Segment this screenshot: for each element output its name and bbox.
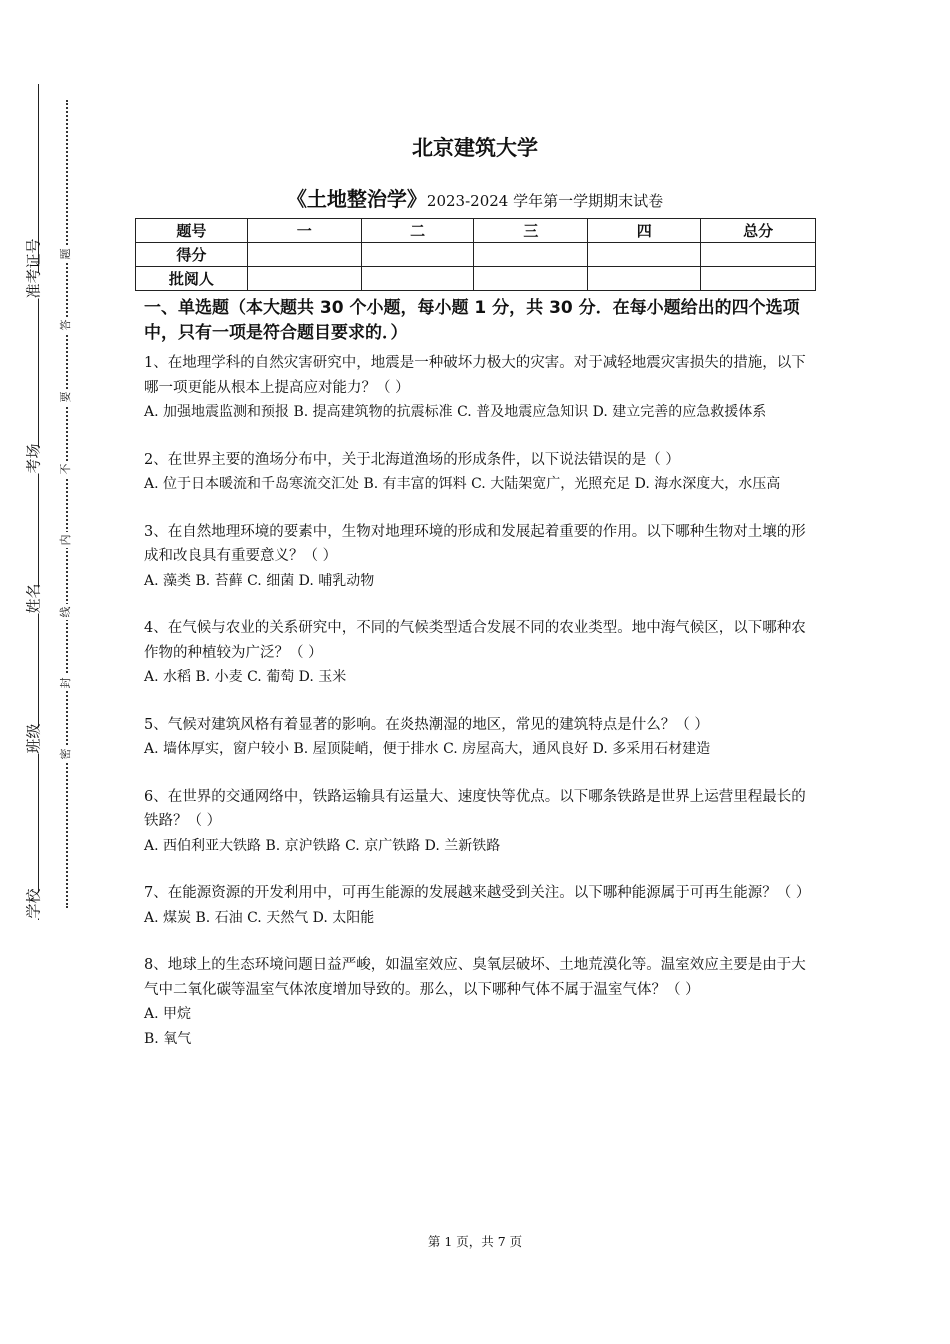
- score-row: [136, 243, 816, 267]
- question-option-a: A. 甲烷: [144, 1006, 192, 1022]
- seal-char: 密: [59, 746, 73, 762]
- reviewer-cell: [361, 267, 474, 291]
- score-cell: [247, 243, 361, 267]
- binding-field-name: 姓名: [24, 583, 43, 614]
- seal-char: 不: [59, 461, 73, 477]
- seal-char: 内: [59, 532, 73, 548]
- binding-field-class: 班级: [24, 723, 43, 754]
- question: [144, 953, 812, 1051]
- seal-char: 要: [59, 389, 73, 405]
- page-number: 第 1 页，共 7 页: [427, 1234, 523, 1249]
- binding-field-school: 学校: [24, 888, 43, 919]
- reviewer-cell: [474, 267, 588, 291]
- reviewer-cell: [588, 267, 701, 291]
- binding-field-exam-room: 考场: [24, 443, 43, 474]
- exam-content: [144, 296, 812, 1074]
- question-stem: 6、在世界的交通网络中，铁路运输具有运量大、速度快等优点。以下哪条铁路是世界上运营里程最长的铁路？（ ）: [144, 788, 806, 829]
- question: [144, 351, 812, 425]
- row-label: 得分: [136, 243, 248, 267]
- question-stem: 4、在气候与农业的关系研究中，不同的气候类型适合发展不同的农业类型。地中海气候区，以下哪种农作物的种植较为广泛？（ ）: [144, 620, 806, 661]
- exam-subtitle: [0, 183, 950, 212]
- question-option-b: B. 氧气: [144, 1030, 192, 1047]
- reviewer-row: [136, 267, 816, 291]
- university-title: 北京建筑大学: [412, 136, 538, 160]
- question-stem: 1、在地理学科的自然灾害研究中，地震是一种破坏力极大的灾害。对于减轻地震灾害损失的措施，以下哪一项更能从根本上提高应对能力？（ ）: [144, 355, 806, 396]
- question: [144, 520, 812, 594]
- seal-char: 封: [59, 675, 73, 691]
- score-table: [135, 218, 816, 291]
- question-stem: 7、在能源资源的开发利用中，可再生能源的发展越来越受到关注。以下哪种能源属于可再生能源？（ ）: [144, 885, 811, 901]
- score-table-header-row: [136, 219, 816, 243]
- score-cell: [588, 243, 701, 267]
- column-header: 题号: [136, 219, 248, 243]
- score-cell: [474, 243, 588, 267]
- course-name: 《土地整治学》: [286, 187, 427, 211]
- column-header: 总分: [701, 219, 816, 243]
- question: [144, 785, 812, 859]
- question: [144, 881, 812, 930]
- question-stem: 2、在世界主要的渔场分布中，关于北海道渔场的形成条件，以下说法错误的是（ ）: [144, 451, 680, 468]
- question-options: A. 加强地震监测和预报 B. 提高建筑物的抗震标准 C. 普及地震应急知识 D. 建立完善的应急救援体系: [144, 404, 767, 420]
- seal-dotted-line: [66, 100, 68, 908]
- question-stem: 8、地球上的生态环境问题日益严峻，如温室效应、臭氧层破坏、土地荒漠化等。温室效应主要是由于大气中二氧化碳等温室气体浓度增加导致的。那么，以下哪种气体不属于温室气体？（ ）: [144, 957, 806, 998]
- score-cell: [701, 243, 816, 267]
- exam-term: 2023-2024 学年第一学期期末试卷: [426, 192, 664, 210]
- column-header: 一: [247, 219, 361, 243]
- seal-char: 答: [59, 317, 73, 333]
- seal-char: 题: [59, 246, 73, 262]
- question: [144, 616, 812, 690]
- score-cell: [361, 243, 474, 267]
- question-options: A. 水稻 B. 小麦 C. 葡萄 D. 玉米: [144, 669, 347, 685]
- question-options: A. 藻类 B. 苔藓 C. 细菌 D. 哺乳动物: [144, 572, 375, 589]
- row-label: 批阅人: [136, 267, 248, 291]
- question-stem: 3、在自然地理环境的要素中，生物对地理环境的形成和发展起着重要的作用。以下哪种生物对土壤的形成和改良具有重要意义？（ ）: [144, 523, 806, 564]
- question-options: A. 煤炭 B. 石油 C. 天然气 D. 太阳能: [144, 909, 375, 926]
- question-options: A. 墙体厚实，窗户较小 B. 屋顶陡峭，便于排水 C. 房屋高大，通风良好 D. 多采用石材建造: [144, 741, 711, 757]
- reviewer-cell: [247, 267, 361, 291]
- question-options: A. 位于日本暖流和千岛寒流交汇处 B. 有丰富的饵料 C. 大陆架宽广，光照充足 D. 海水深度大，水压高: [144, 476, 781, 492]
- seal-char: 线: [59, 604, 73, 620]
- reviewer-cell: [701, 267, 816, 291]
- question: [144, 713, 812, 762]
- question-options: A. 西伯利亚大铁路 B. 京沪铁路 C. 京广铁路 D. 兰新铁路: [144, 837, 501, 854]
- binding-field-exam-number: 准考证号: [24, 238, 43, 299]
- section-heading: 一、单选题（本大题共 30 个小题，每小题 1 分，共 30 分．在每小题给出的四个选项中，只有一项是符合题目要求的．）: [144, 298, 800, 343]
- column-header: 四: [588, 219, 701, 243]
- question: [144, 448, 812, 497]
- question-stem: 5、气候对建筑风格有着显著的影响。在炎热潮湿的地区，常见的建筑特点是什么？（ ）: [144, 716, 709, 733]
- column-header: 三: [474, 219, 588, 243]
- column-header: 二: [361, 219, 474, 243]
